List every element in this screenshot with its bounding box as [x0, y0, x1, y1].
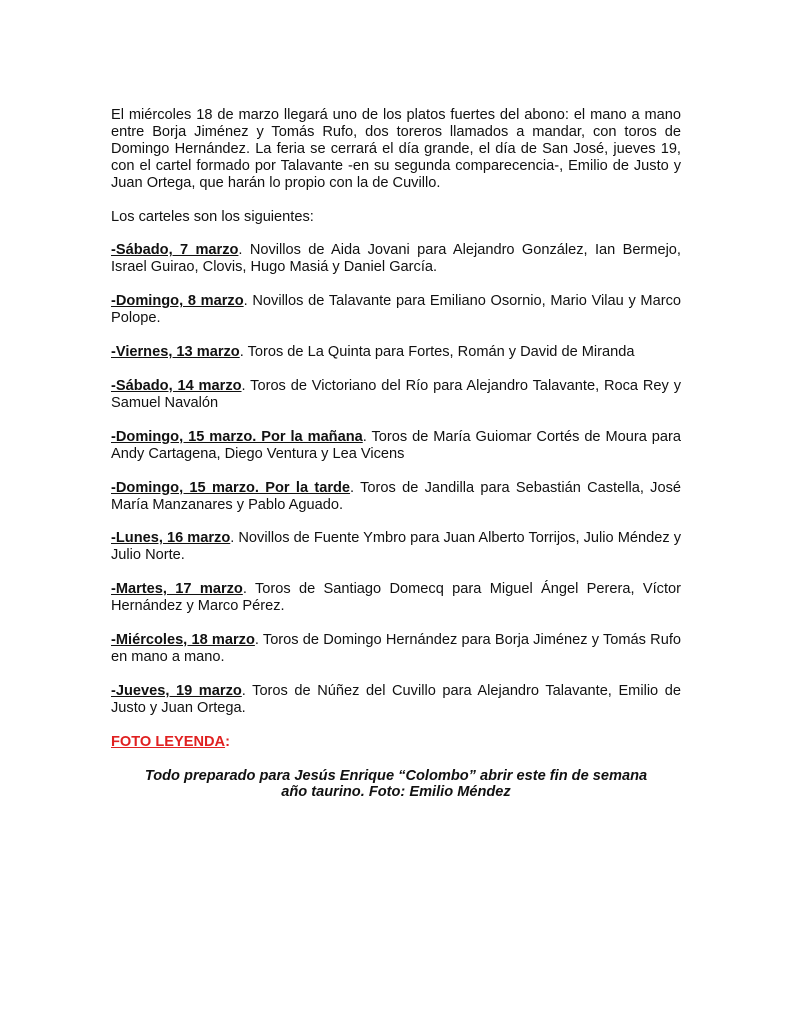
cartel-date: -Martes, 17 marzo: [111, 581, 243, 598]
cartel-text: . Toros de La Quinta para Fortes, Román y David de Miranda: [239, 344, 635, 361]
cartel-item: [111, 429, 681, 463]
cartel-text: . Novillos de Talavante para Emiliano Osornio, Mario Vilau y Marco Polope.: [111, 293, 681, 327]
cartel-item: [111, 530, 681, 564]
cartel-item: [111, 344, 681, 361]
cartel-date: -Lunes, 16 marzo: [111, 530, 231, 547]
cartel-text: . Toros de Domingo Hernández para Borja Jiménez y Tomás Rufo en mano a mano.: [111, 632, 681, 665]
cartel-date: -Sábado, 14 marzo: [111, 377, 242, 394]
document-page: [111, 107, 681, 801]
photo-caption: Todo preparado para Jesús Enrique “Colombo” abrir este fin de semana año taurino. Foto: Emilio Méndez: [144, 767, 648, 801]
cartel-date: -Sábado, 7 marzo: [111, 242, 239, 259]
cartel-date: -Domingo, 15 marzo. Por la mañana: [111, 428, 363, 445]
cartel-text: . Novillos de Fuente Ymbro para Juan Alberto Torrijos, Julio Méndez y Julio Norte.: [111, 530, 681, 564]
cartel-date: -Jueves, 19 marzo: [111, 682, 242, 699]
cartel-item: [111, 242, 681, 276]
cartel-item: [111, 378, 681, 412]
caption-heading-label: FOTO LEYENDA: [111, 733, 226, 750]
cartel-text: . Toros de Núñez del Cuvillo para Alejandro Talavante, Emilio de Justo y Juan Ortega.: [111, 682, 681, 716]
cartel-text: . Toros de Jandilla para Sebastián Castella, José María Manzanares y Pablo Aguado.: [111, 479, 681, 513]
cartel-date: -Miércoles, 18 marzo: [111, 632, 255, 649]
cartel-text: . Toros de María Guiomar Cortés de Moura para Andy Cartagena, Diego Ventura y Lea Vicens: [111, 428, 681, 462]
cartel-text: . Toros de Victoriano del Río para Alejandro Talavante, Roca Rey y Samuel Navalón: [111, 377, 681, 411]
cartel-date: -Domingo, 8 marzo: [111, 293, 244, 310]
list-intro: Los carteles son los siguientes:: [111, 208, 314, 225]
cartel-item: [111, 683, 681, 717]
cartel-item: [111, 480, 681, 514]
cartel-item: [111, 632, 681, 666]
cartel-text: . Toros de Santiago Domecq para Miguel Ángel Perera, Víctor Hernández y Marco Pérez.: [111, 581, 681, 615]
caption-heading-colon: :: [225, 733, 230, 750]
cartel-date: -Viernes, 13 marzo: [111, 344, 240, 361]
cartel-text: . Novillos de Aida Jovani para Alejandro González, Ian Bermejo, Israel Guirao, Clovis, Hugo Masiá y Daniel García.: [111, 242, 681, 276]
caption-heading: [111, 734, 681, 751]
cartel-date: -Domingo, 15 marzo. Por la tarde: [111, 479, 351, 496]
cartel-item: [111, 581, 681, 615]
intro-paragraph: El miércoles 18 de marzo llegará uno de los platos fuertes del abono: el mano a mano entre Borja Jiménez y Tomás Rufo, dos toreros llamados a mandar, con toros de Domingo Hernández. La feria se cerrará el día grande, el día de San José, jueves 19, con el cartel formado por Talavante -en su segunda comparecencia-, Emilio de Justo y Juan Ortega, que harán lo propio con la de Cuvillo.: [111, 107, 681, 191]
cartel-item: [111, 293, 681, 327]
